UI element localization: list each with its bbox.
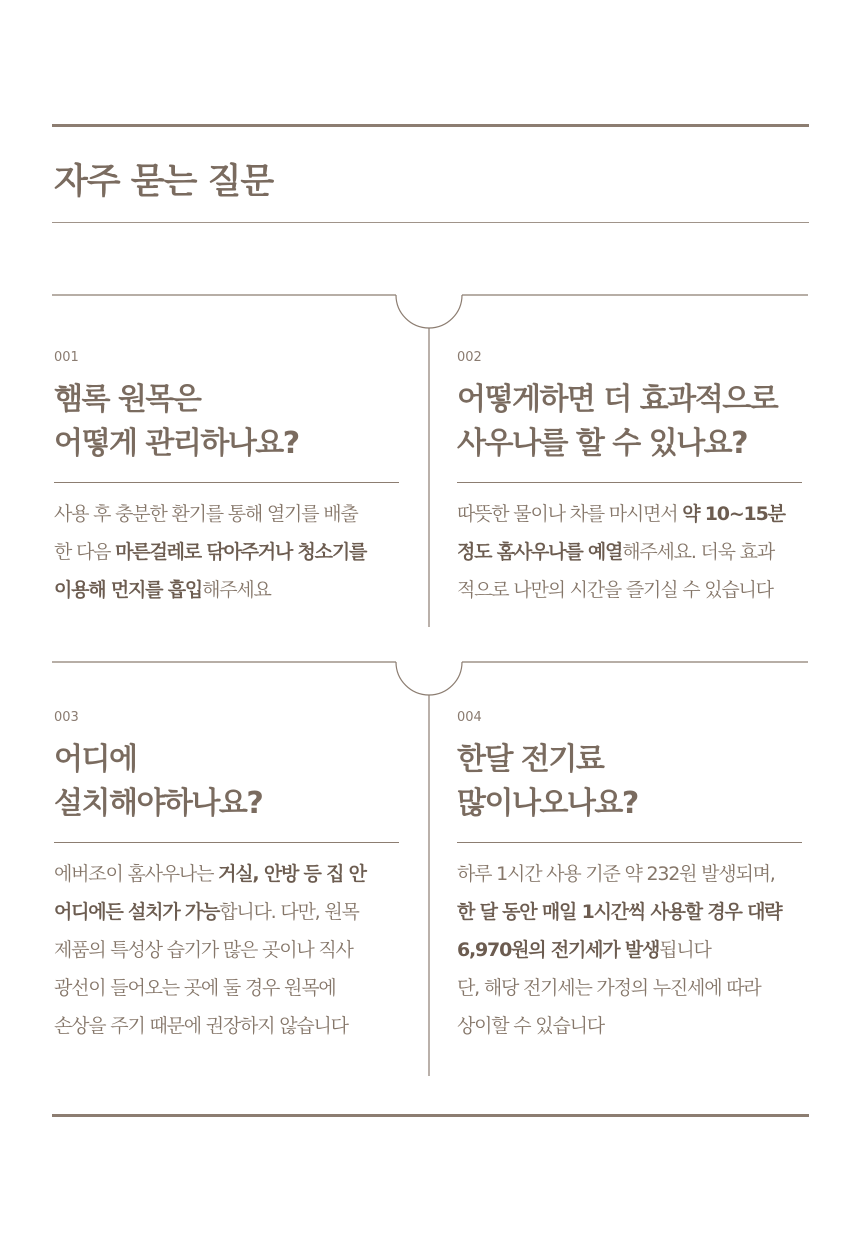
answer-line xyxy=(54,571,399,609)
answer-text: 적으로 나만의 시간을 즐기실 수 있습니다 xyxy=(457,579,773,601)
answer-text: 해주세요. 더욱 효과 xyxy=(622,541,774,563)
answer-emphasis: 정도 홈사우나를 예열 xyxy=(457,541,623,563)
faq-answer xyxy=(54,855,399,1045)
answer-emphasis: 약 10~15분 xyxy=(682,503,785,525)
faq-item xyxy=(457,710,802,1045)
question-line: 한달 전기료 xyxy=(457,742,604,777)
answer-line xyxy=(54,855,399,893)
answer-text: 됩니다 xyxy=(659,939,711,961)
faq-question xyxy=(457,738,802,826)
answer-text: 해주세요 xyxy=(202,579,271,601)
faq-answer xyxy=(457,855,802,1045)
page-title: 자주 묻는 질문 xyxy=(54,162,274,202)
answer-line xyxy=(457,931,802,969)
question-line: 어떻게하면 더 효과적으로 xyxy=(457,382,778,417)
answer-emphasis: 거실, 안방 등 집 안 xyxy=(218,863,366,885)
answer-emphasis: 6,970원의 전기세가 발생 xyxy=(457,939,660,961)
answer-line xyxy=(457,855,802,893)
question-rule xyxy=(54,842,399,843)
faq-question xyxy=(457,378,802,466)
answer-emphasis: 마른걸레로 닦아주거나 청소기를 xyxy=(115,541,367,563)
row2-notch xyxy=(396,662,462,695)
faq-answer xyxy=(54,495,399,609)
answer-text: 광선이 들어오는 곳에 둘 경우 원목에 xyxy=(54,977,336,999)
answer-line xyxy=(457,495,802,533)
answer-line xyxy=(54,893,399,931)
question-line: 사우나를 할 수 있나요? xyxy=(457,426,748,461)
faq-question xyxy=(54,738,399,826)
answer-line xyxy=(54,969,399,1007)
faq-answer xyxy=(457,495,802,609)
faq-item xyxy=(457,350,802,609)
answer-line xyxy=(457,533,802,571)
faq-number: 003 xyxy=(54,710,79,725)
question-line: 어떻게 관리하나요? xyxy=(54,426,299,461)
faq-item xyxy=(54,710,399,1045)
row1-notch xyxy=(396,295,462,328)
answer-text: 한 다음 xyxy=(54,541,116,563)
faq-question xyxy=(54,378,399,466)
faq-number: 001 xyxy=(54,350,79,365)
answer-line xyxy=(457,969,802,1007)
question-line: 많이나오나요? xyxy=(457,786,638,821)
question-rule xyxy=(457,482,802,483)
bottom-rule xyxy=(52,1114,809,1117)
answer-line xyxy=(457,893,802,931)
faq-item xyxy=(54,350,399,609)
question-line: 설치해야하나요? xyxy=(54,786,263,821)
answer-line xyxy=(54,931,399,969)
answer-emphasis: 어디에든 설치가 가능 xyxy=(54,901,220,923)
question-line: 햄록 원목은 xyxy=(54,382,201,417)
answer-line xyxy=(54,1007,399,1045)
answer-text: 에버조이 홈사우나는 xyxy=(54,863,219,885)
answer-text: 하루 1시간 사용 기준 약 232원 발생되며, xyxy=(457,863,775,885)
answer-line xyxy=(54,495,399,533)
question-rule xyxy=(54,482,399,483)
answer-text: 상이할 수 있습니다 xyxy=(457,1015,604,1037)
question-rule xyxy=(457,842,802,843)
question-line: 어디에 xyxy=(54,742,137,777)
answer-line xyxy=(54,533,399,571)
answer-text: 합니다. 다만, 원목 xyxy=(219,901,359,923)
answer-text: 제품의 특성상 습기가 많은 곳이나 직사 xyxy=(54,939,353,961)
answer-emphasis: 한 달 동안 매일 1시간씩 사용할 경우 대략 xyxy=(457,901,782,923)
answer-line xyxy=(457,571,802,609)
faq-number: 004 xyxy=(457,710,482,725)
answer-emphasis: 이용해 먼지를 흡입 xyxy=(54,579,203,601)
faq-number: 002 xyxy=(457,350,482,365)
answer-text: 단, 해당 전기세는 가정의 누진세에 따라 xyxy=(457,977,761,999)
answer-line xyxy=(457,1007,802,1045)
answer-text: 손상을 주기 때문에 권장하지 않습니다 xyxy=(54,1015,348,1037)
answer-text: 사용 후 충분한 환기를 통해 열기를 배출 xyxy=(54,503,358,525)
answer-text: 따뜻한 물이나 차를 마시면서 xyxy=(457,503,683,525)
